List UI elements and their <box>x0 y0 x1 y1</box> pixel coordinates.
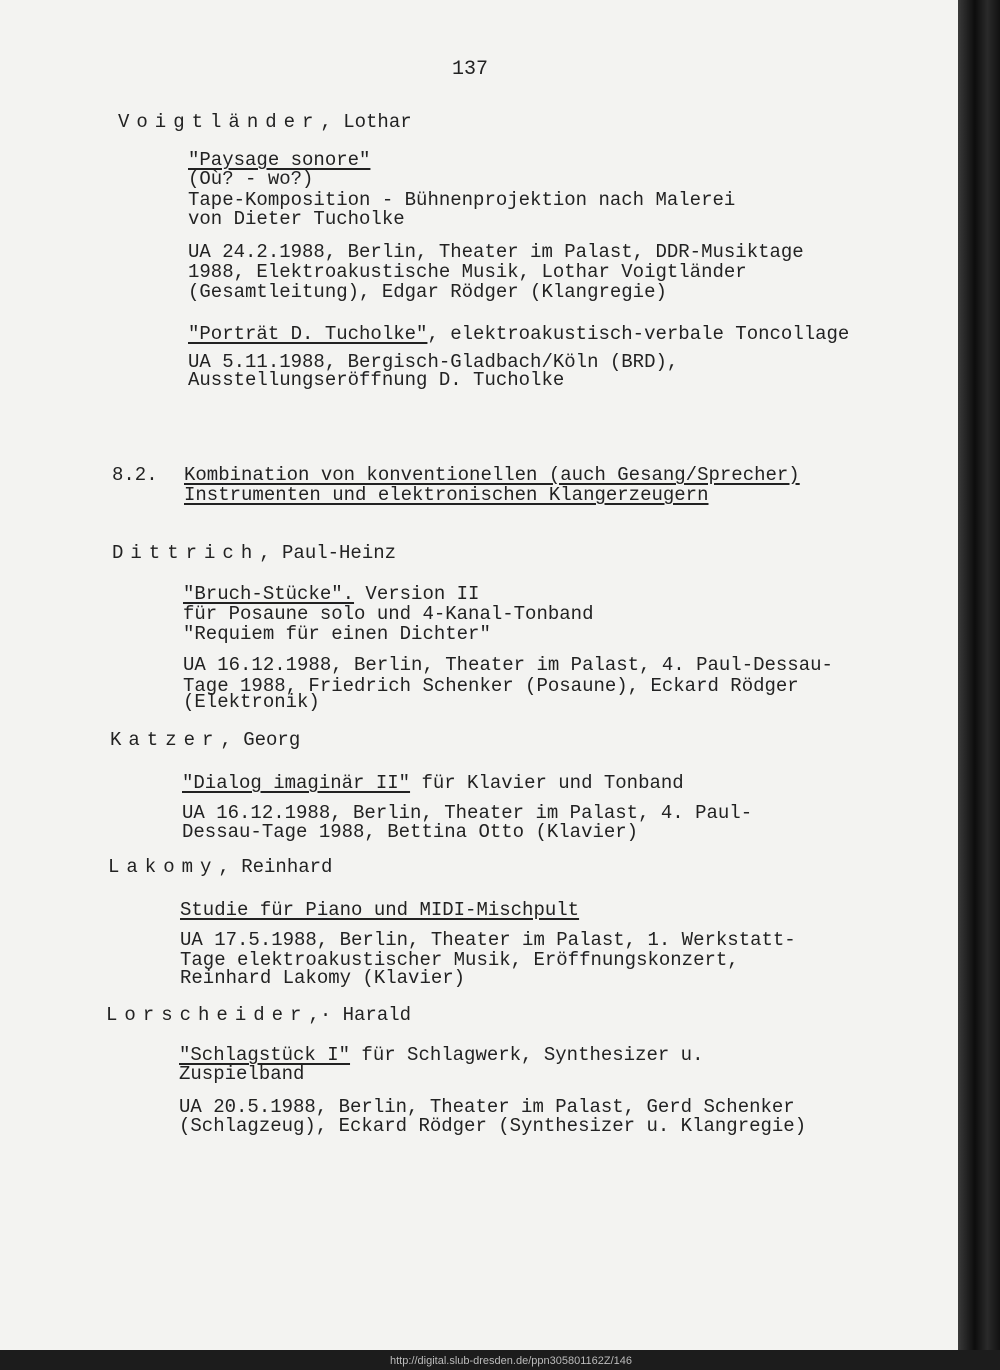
work-title-line <box>183 584 479 604</box>
work-title-line <box>182 773 684 793</box>
composer-dittrich <box>112 543 396 563</box>
work-line: Zuspielband <box>179 1063 305 1085</box>
performance-line: UA 24.2.1988, Berlin, Theater im Palast, DDR-Musiktage <box>188 241 804 263</box>
work-description: , elektroakustisch-verbale Toncollage <box>427 323 850 345</box>
composer-surname: Lorscheider <box>106 1004 309 1026</box>
work-description: für Klavier und Tonband <box>410 772 684 794</box>
work-title-line <box>179 1045 704 1065</box>
performance-line: UA 16.12.1988, Berlin, Theater im Palast, 4. Paul-Dessau- <box>183 654 833 676</box>
work-line: von Dieter Tucholke <box>188 208 405 230</box>
work-line: "Requiem für einen Dichter" <box>183 623 491 645</box>
composer-surname: Dittrich <box>112 542 260 564</box>
composer-surname: Katzer <box>110 729 221 751</box>
work-description: für Schlagwerk, Synthesizer u. <box>350 1044 704 1066</box>
composer-forename: , Reinhard <box>218 856 333 878</box>
performance-line: UA 20.5.1988, Berlin, Theater im Palast, Gerd Schenker <box>179 1096 795 1118</box>
performance-line: 1988, Elektroakustische Musik, Lothar Voigtländer <box>188 261 747 283</box>
performance-line: Dessau-Tage 1988, Bettina Otto (Klavier) <box>182 821 639 843</box>
work-line: (Où? - wo?) <box>188 168 314 190</box>
composer-voigtlaender <box>118 112 412 132</box>
source-url: http://digital.slub-dresden.de/ppn305801162Z/146 <box>390 1355 632 1367</box>
composer-forename: , Lothar <box>320 111 412 133</box>
composer-lakomy <box>108 857 332 877</box>
composer-surname: Voigtländer <box>118 111 321 133</box>
work-title: "Bruch-Stücke". <box>183 583 355 605</box>
work-description: Version II <box>354 583 480 605</box>
work-line: für Posaune solo und 4-Kanal-Tonband <box>183 603 594 625</box>
section-heading: Instrumenten und elektronischen Klangerzeugern <box>184 484 709 506</box>
page-number: 137 <box>452 58 489 81</box>
work-line: Tape-Komposition - Bühnenprojektion nach Malerei <box>188 189 736 211</box>
footer-bar <box>0 1350 1000 1370</box>
performance-line: Reinhard Lakomy (Klavier) <box>180 967 466 989</box>
performance-line: (Gesamtleitung), Edgar Rödger (Klangregie) <box>188 281 667 303</box>
section-number: 8.2. <box>112 464 158 486</box>
composer-forename: ,· Harald <box>308 1004 412 1026</box>
composer-katzer <box>110 730 300 750</box>
work-title: "Schlagstück I" <box>179 1044 351 1066</box>
performance-line: Tage 1988, Friedrich Schenker (Posaune), Eckard Rödger <box>183 675 799 697</box>
work-title-line <box>188 324 849 344</box>
work-title: Studie für Piano und MIDI-Mischpult <box>180 899 580 921</box>
performance-line: Ausstellungseröffnung D. Tucholke <box>188 369 565 391</box>
performance-line: Tage elektroakustischer Musik, Eröffnungskonzert, <box>180 949 739 971</box>
composer-forename: , Georg <box>220 729 301 751</box>
work-title: "Paysage sonore" <box>188 149 371 171</box>
composer-lorscheider <box>106 1005 411 1025</box>
book-spine-edge <box>958 0 1000 1370</box>
composer-forename: , Paul-Heinz <box>259 542 397 564</box>
performance-line: (Elektronik) <box>183 691 320 713</box>
performance-line: UA 16.12.1988, Berlin, Theater im Palast, 4. Paul- <box>182 802 753 824</box>
work-title: "Dialog imaginär II" <box>182 772 411 794</box>
work-title: "Porträt D. Tucholke" <box>188 323 428 345</box>
performance-line: UA 5.11.1988, Bergisch-Gladbach/Köln (BRD), <box>188 351 679 373</box>
performance-line: (Schlagzeug), Eckard Rödger (Synthesizer u. Klangregie) <box>179 1115 807 1137</box>
section-heading: Kombination von konventionellen (auch Gesang/Sprecher) <box>184 464 800 486</box>
performance-line: UA 17.5.1988, Berlin, Theater im Palast, 1. Werkstatt- <box>180 929 796 951</box>
composer-surname: Lakomy <box>108 856 219 878</box>
